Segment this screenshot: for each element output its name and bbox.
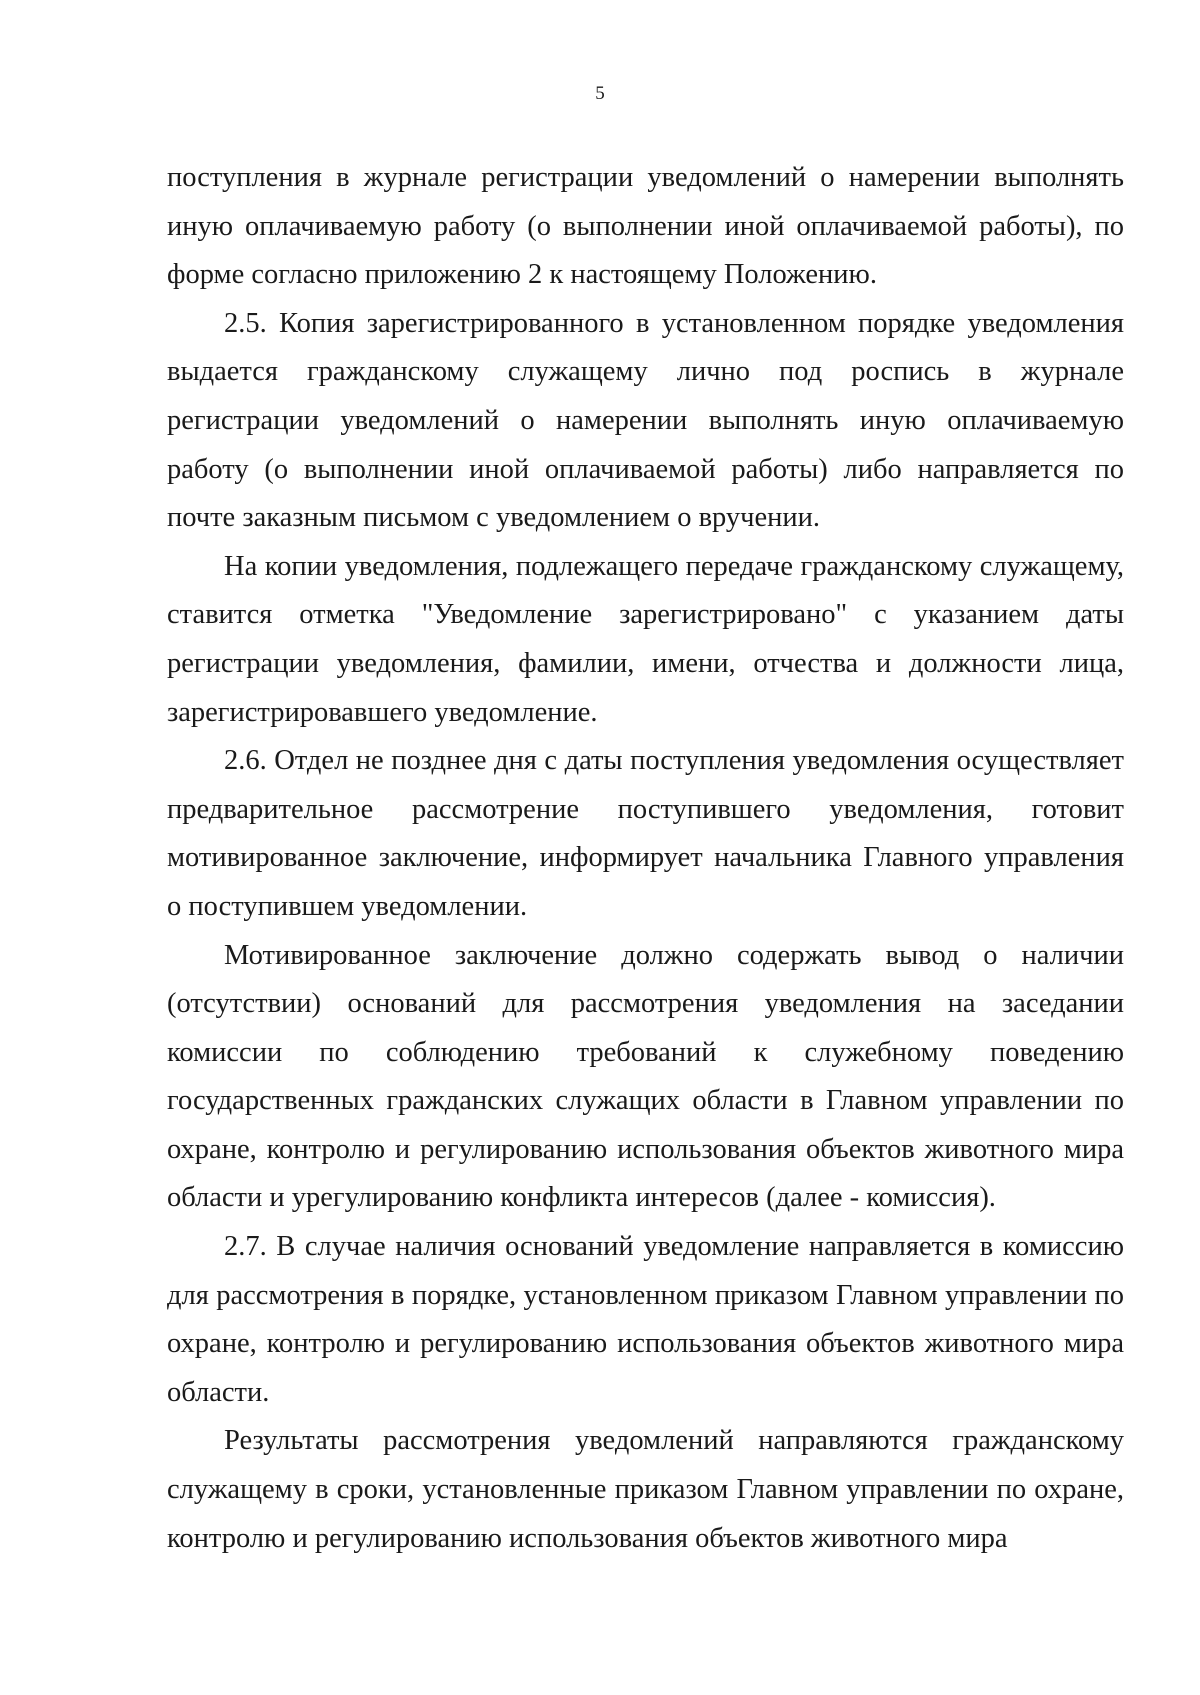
- page-number: 5: [595, 83, 605, 104]
- paragraph-registration-mark: На копии уведомления, подлежащего передаче гражданскому служащему, ставится отметка "Уведомление зарегистрировано" с указанием даты регистрации уведомления, фамилии, имени, отчества и должности лица, зарегистрировавшего уведомление.: [167, 550, 1124, 728]
- paragraph-2-7: 2.7. В случае наличия оснований уведомление направляется в комиссию для рассмотрения в порядке, установленном приказом Главном управлении по охране, контролю и регулированию использования объектов животного мира области.: [167, 1231, 1124, 1408]
- paragraph-results: Результаты рассмотрения уведомлений направляются гражданскому служащему в сроки, установленные приказом Главном управлении по охране, контролю и регулированию использования объектов животного мира: [167, 1425, 1124, 1554]
- document-body: [167, 154, 1124, 1563]
- paragraph-continuation: поступления в журнале регистрации уведомлений о намерении выполнять иную оплачиваемую работу (о выполнении иной оплачиваемой работы), по форме согласно приложению 2 к настоящему Положению.: [167, 162, 1124, 291]
- paragraph-2-5: 2.5. Копия зарегистрированного в установленном порядке уведомления выдается гражданскому служащему лично под роспись в журнале регистрации уведомлений о намерении выполнять иную оплачиваемую работу (о выполнении иной оплачиваемой работы) либо направляется по почте заказным письмом с уведомлением о вручении.: [167, 307, 1124, 534]
- paragraph-2-6: 2.6. Отдел не позднее дня с даты поступления уведомления осуществляет предварительное рассмотрение поступившего уведомления, готовит мотивированное заключение, информирует начальника Главного управления о поступившем уведомлении.: [167, 745, 1124, 922]
- paragraph-motivated-conclusion: Мотивированное заключение должно содержать вывод о наличии (отсутствии) оснований для рассмотрения уведомления на заседании комиссии по соблюдению требований к служебному поведению государственных гражданских служащих области в Главном управлении по охране, контролю и регулированию использования объектов животного мира области и урегулированию конфликта интересов (далее - комиссия).: [167, 939, 1124, 1214]
